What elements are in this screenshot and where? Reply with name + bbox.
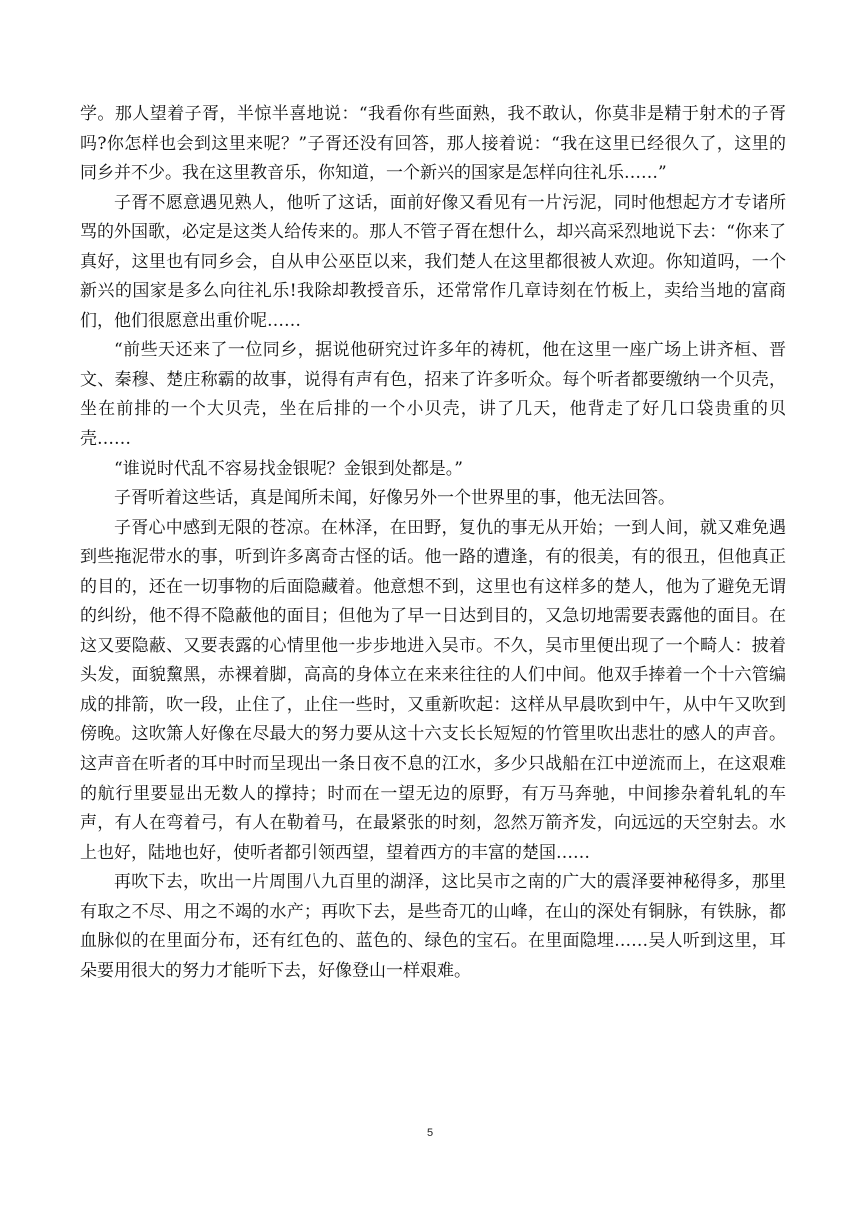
paragraph-2: 子胥不愿意遇见熟人，他听了这话，面前好像又看见有一片污泥，同时他想起方才专诸所骂的外国歌，必定是这类人给传来的。那人不管子胥在想什么，却兴高采烈地说下去：“你来了真好，这里也有同乡会，自从申公巫臣以来，我们楚人在这里都很被人欢迎。你知道吗，一个新兴的国家是多么向往礼乐!我除却教授音乐，还常常作几章诗刻在竹板上，卖给当地的富商们，他们很愿意出重价呢…… — [80, 192, 786, 331]
paragraph-7: 再吹下去，吹出一片周围八九百里的湖泽，这比吴市之南的广大的震泽要神秘得多，那里有取之不尽、用之不竭的水产；再吹下去，是些奇兀的山峰，在山的深处有铜脉，有铁脉，都血脉似的在里面分布，还有红色的、蓝色的、绿色的宝石。在里面隐埋……吴人听到这里，耳朵要用很大的努力才能听下去，好像登山一样艰难。 — [80, 872, 786, 981]
paragraph-4: “谁说时代乱不容易找金银呢？金银到处都是。” — [114, 458, 463, 479]
page-number: 5 — [426, 1127, 434, 1139]
paragraph-3: “前些天还来了一位同乡，据说他研究过许多年的祷杌，他在这里一座广场上讲齐桓、晋文、秦穆、楚庄称霸的故事，说得有声有色，招来了许多听众。每个听者都要缴纳一个贝壳，坐在前排的一个大贝壳，坐在后排的一个小贝壳，讲了几天，他背走了好几口袋贵重的贝壳…… — [80, 340, 786, 450]
paragraph-5: 子胥听着这些话，真是闻所未闻，好像另外一个世界里的事，他无法回答。 — [114, 488, 675, 509]
body-text — [80, 100, 786, 986]
paragraph-1: 学。那人望着子胥，半惊半喜地说：“我看你有些面熟，我不敢认，你莫非是精于射术的子胥吗?你怎样也会到这里来呢？”子胥还没有回答，那人接着说：“我在这里已经很久了，这里的同乡并不少。我在这里教音乐，你知道，一个新兴的国家是怎样向往礼乐……” — [80, 104, 786, 184]
paragraph-6: 子胥心中感到无限的苍凉。在林泽，在田野，复仇的事无从开始；一到人间，就又难免遇到些拖泥带水的事，听到许多离奇古怪的话。他一路的遭逢，有的很美，有的很丑，但他真正的目的，还在一切事物的后面隐藏着。他意想不到，这里也有这样多的楚人，他为了避免无谓的纠纷，他不得不隐蔽他的面目；但他为了早一日达到目的，又急切地需要表露他的面目。在这又要隐蔽、又要表露的心情里他一步步地进入吴市。不久，吴市里便出现了一个畸人：披着头发，面貌黧黑，赤裸着脚，高高的身体立在来来往往的人们中间。他双手捧着一个十六管编成的排箭，吹一段，止住了，止住一些时，又重新吹起：这样从早晨吹到中午，从中午又吹到傍晚。这吹箫人好像在尽最大的努力要从这十六支长长短短的竹管里吹出悲壮的感人的声音。这声音在听者的耳中时而呈现出一条日夜不息的江水，多少只战船在江中逆流而上，在这艰难的航行里要显出无数人的撑持；时而在一望无边的原野，有万马奔驰，中间掺杂着轧轧的车声，有人在弯着弓，有人在勒着马，在最紧张的时刻，忽然万箭齐发，向远远的天空射去。水上也好，陆地也好，使听者都引领西望，望着西方的丰富的楚国…… — [80, 517, 786, 863]
